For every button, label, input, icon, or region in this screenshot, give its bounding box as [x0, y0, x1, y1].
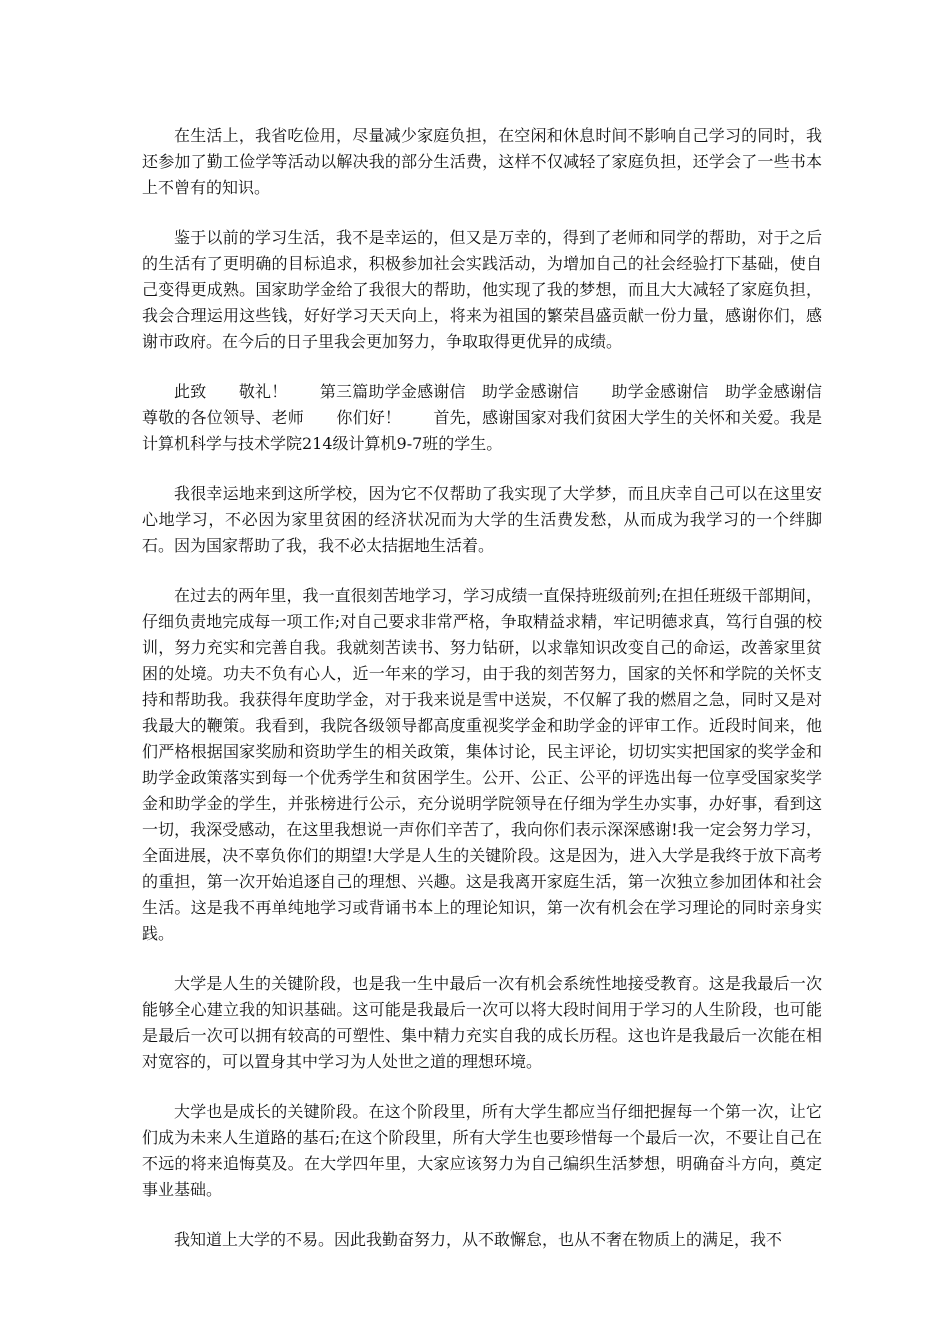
- document-body: [142, 123, 855, 1277]
- paragraph-4: 我很幸运地来到这所学校，因为它不仅帮助了我实现了大学梦，而且庆幸自己可以在这里安心地学习，不必因为家里贫困的经济状况而为大学的生活费发愁，从而成为我学习的一个绊脚石。因为国家帮助了我，我不必太拮据地生活着。: [142, 484, 822, 555]
- paragraph-1: 在生活上，我省吃俭用，尽量减少家庭负担，在空闲和休息时间不影响自己学习的同时，我还参加了勤工俭学等活动以解决我的部分生活费，这样不仅减轻了家庭负担，还学会了一些书本上不曾有的知识。: [142, 126, 822, 197]
- paragraph-8: 我知道上大学的不易。因此我勤奋努力，从不敢懈怠，也从不奢在物质上的满足，我不: [174, 1230, 783, 1249]
- paragraph-6: 大学是人生的关键阶段，也是我一生中最后一次有机会系统性地接受教育。这是我最后一次能够全心建立我的知识基础。这可能是我最后一次可以将大段时间用于学习的人生阶段，也可能是最后一次可以拥有较高的可塑性、集中精力充实自我的成长历程。这也许是我最后一次能在相对宽容的，可以置身其中学习为人处世之道的理想环境。: [142, 974, 822, 1071]
- paragraph-7: 大学也是成长的关键阶段。在这个阶段里，所有大学生都应当仔细把握每一个第一次，让它们成为未来人生道路的基石;在这个阶段里，所有大学生也要珍惜每一个最后一次，不要让自己在不远的将来追悔莫及。在大学四年里，大家应该努力为自己编织生活梦想，明确奋斗方向，奠定事业基础。: [142, 1102, 822, 1199]
- paragraph-2: 鉴于以前的学习生活，我不是幸运的，但又是万幸的，得到了老师和同学的帮助，对于之后的生活有了更明确的目标追求，积极参加社会实践活动，为增加自己的社会经验打下基础，使自己变得更成熟。国家助学金给了我很大的帮助，他实现了我的梦想，而且大大减轻了家庭负担，我会合理运用这些钱，好好学习天天向上，将来为祖国的繁荣昌盛贡献一份力量，感谢你们，感谢市政府。在今后的日子里我会更加努力，争取取得更优异的成绩。: [142, 228, 822, 351]
- paragraph-5: 在过去的两年里，我一直很刻苦地学习，学习成绩一直保持班级前列;在担任班级干部期间，仔细负责地完成每一项工作;对自己要求非常严格，争取精益求精，牢记明德求真，笃行自强的校训，努力充实和完善自我。我就刻苦读书、努力钻研，以求靠知识改变自己的命运，改善家里贫困的处境。功夫不负有心人，近一年来的学习，由于我的刻苦努力，国家的关怀和学院的关怀支持和帮助我。我获得年度助学金，对于我来说是雪中送炭，不仅解了我的燃眉之急，同时又是对我最大的鞭策。我看到，我院各级领导都高度重视奖学金和助学金的评审工作。近段时间来，他们严格根据国家奖励和资助学生的相关政策，集体讨论，民主评论，切切实实把国家的奖学金和助学金政策落实到每一个优秀学生和贫困学生。公开、公正、公平的评选出每一位享受国家奖学金和助学金的学生，并张榜进行公示，充分说明学院领导在仔细为学生办实事，办好事，看到这一切，我深受感动，在这里我想说一声你们辛苦了，我向你们表示深深感谢!我一定会努力学习，全面进展，决不辜负你们的期望!大学是人生的关键阶段。这是因为，进入大学是我终于放下高考的重担，第一次开始追逐自己的理想、兴趣。这是我离开家庭生活，第一次独立参加团体和社会生活。这是我不再单纯地学习或背诵书本上的理论知识，第一次有机会在学习理论的同时亲身实践。: [142, 586, 822, 943]
- paragraph-3: 此致 敬礼！ 第三篇助学金感谢信 助学金感谢信 助学金感谢信 助学金感谢信 尊敬的各位领导、老师 你们好！ 首先，感谢国家对我们贫困大学生的关怀和关爱。我是计算机科学与技术学院214级计算机9-7班的学生。: [142, 382, 855, 453]
